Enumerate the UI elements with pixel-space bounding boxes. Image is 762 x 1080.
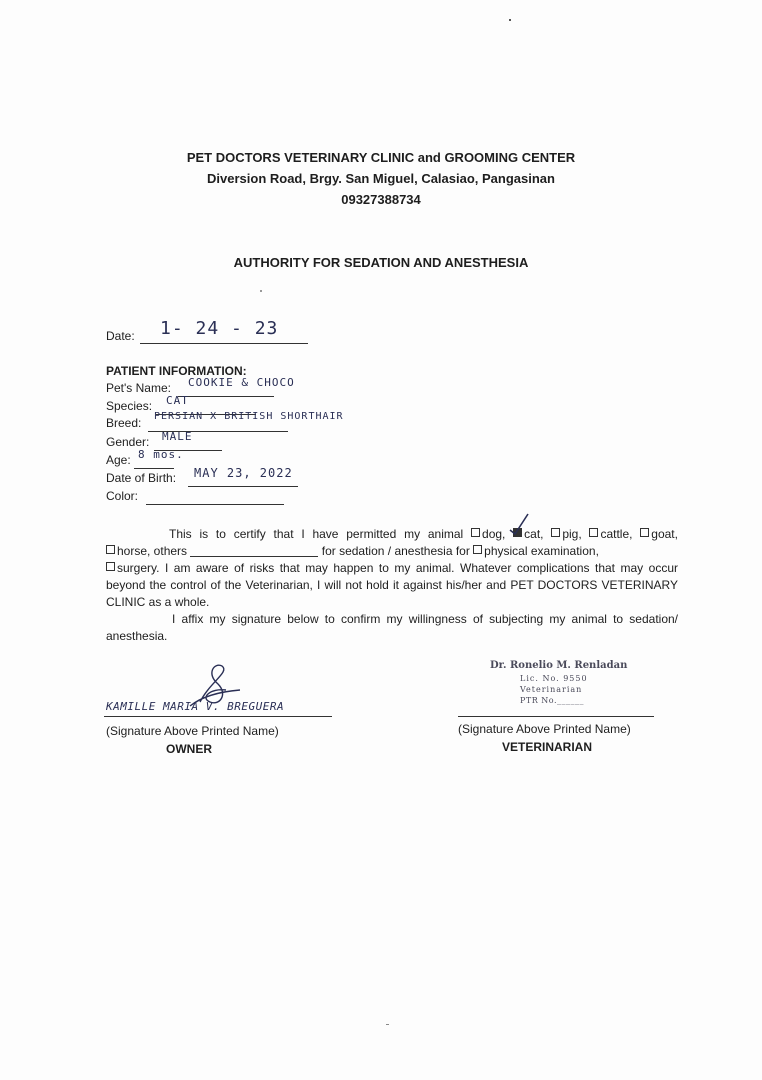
vet-signature-line [458, 716, 654, 717]
pig-checkbox[interactable] [551, 528, 560, 537]
scan-speck [386, 1024, 389, 1025]
form-title: AUTHORITY FOR SEDATION AND ANESTHESIA [233, 255, 529, 270]
owner-printed-name: KAMILLE MARIA V. BREGUERA [106, 700, 285, 713]
owner-role: OWNER [166, 742, 212, 756]
owner-signature-line [104, 716, 332, 717]
horse-checkbox[interactable] [106, 545, 115, 554]
dob-value: MAY 23, 2022 [194, 466, 293, 480]
gender-label: Gender: [106, 435, 150, 449]
dog-option: dog, [482, 527, 506, 541]
age-value: 8 mos. [138, 448, 184, 461]
dog-checkbox[interactable] [471, 528, 480, 537]
clinic-name: PET DOCTORS VETERINARY CLINIC and GROOMING CENTER [186, 150, 576, 165]
others-underline [190, 556, 318, 557]
color-label: Color: [106, 489, 139, 503]
patient-info-heading: PATIENT INFORMATION: [106, 364, 247, 378]
pet-name-value: COOKIE & CHOCO [188, 376, 295, 389]
breed-value: PERSIAN X BRITISH SHORTHAIR [154, 411, 344, 422]
goat-checkbox[interactable] [640, 528, 649, 537]
consent-paragraph [106, 526, 678, 645]
color-underline [146, 504, 284, 505]
surgery-checkbox[interactable] [106, 562, 115, 571]
clinic-address: Diversion Road, Brgy. San Miguel, Calasiao, Pangasinan [207, 171, 555, 186]
pet-name-underline [178, 396, 274, 397]
for-sedation-text: for sedation / anesthesia for [321, 544, 470, 558]
vet-stamp-ptr: PTR No.______ [520, 696, 585, 705]
vet-role: VETERINARIAN [502, 740, 593, 754]
vet-stamp-license: Lic. No. 9550 [520, 674, 588, 683]
cat-option: cat, [524, 527, 544, 541]
physical-exam-checkbox[interactable] [473, 545, 482, 554]
vet-stamp-title: Veterinarian [520, 685, 583, 694]
gender-value: MALE [162, 430, 193, 443]
consent-affix: I affix my signature below to confirm my willingness of subjecting my animal to sedation/ anesthesia. [106, 612, 678, 643]
age-underline [134, 468, 174, 469]
date-value: 1- 24 - 23 [160, 318, 279, 339]
species-value: CAT [166, 394, 189, 407]
cattle-checkbox[interactable] [589, 528, 598, 537]
breed-label: Breed: [106, 416, 142, 430]
cattle-option: cattle, [600, 527, 633, 541]
goat-option: goat, [651, 527, 678, 541]
horse-others-option: horse, others [117, 544, 188, 558]
consent-line-1 [106, 526, 678, 543]
date-label: Date: [106, 329, 135, 343]
scan-speck [509, 19, 511, 21]
pig-option: pig, [562, 527, 582, 541]
surgery-option: surgery. [117, 561, 160, 575]
consent-line-3 [106, 560, 678, 611]
vet-stamp-name: Dr. Ronelio M. Renladan [490, 660, 628, 671]
vet-caption: (Signature Above Printed Name) [458, 722, 631, 736]
clinic-phone: 09327388734 [341, 192, 421, 207]
dob-label: Date of Birth: [106, 471, 177, 485]
consent-intro: This is to certify that I have permitted my animal [169, 527, 464, 541]
dob-underline [188, 486, 298, 487]
age-label: Age: [106, 453, 131, 467]
consent-body: I am aware of risks that may happen to my animal. Whatever complications that may occur beyond the control of the Veterinarian, I will not hold it against his/her and PET DOCTORS VETERINARY CLINIC as a whole. [106, 561, 678, 609]
owner-caption: (Signature Above Printed Name) [106, 724, 279, 738]
pet-name-label: Pet's Name: [106, 381, 171, 395]
date-underline [140, 343, 308, 344]
consent-line-2 [106, 543, 678, 560]
scan-speck [260, 290, 262, 292]
species-label: Species: [106, 399, 153, 413]
physical-exam-option: physical examination, [484, 544, 599, 558]
checkmark-icon [508, 512, 530, 536]
